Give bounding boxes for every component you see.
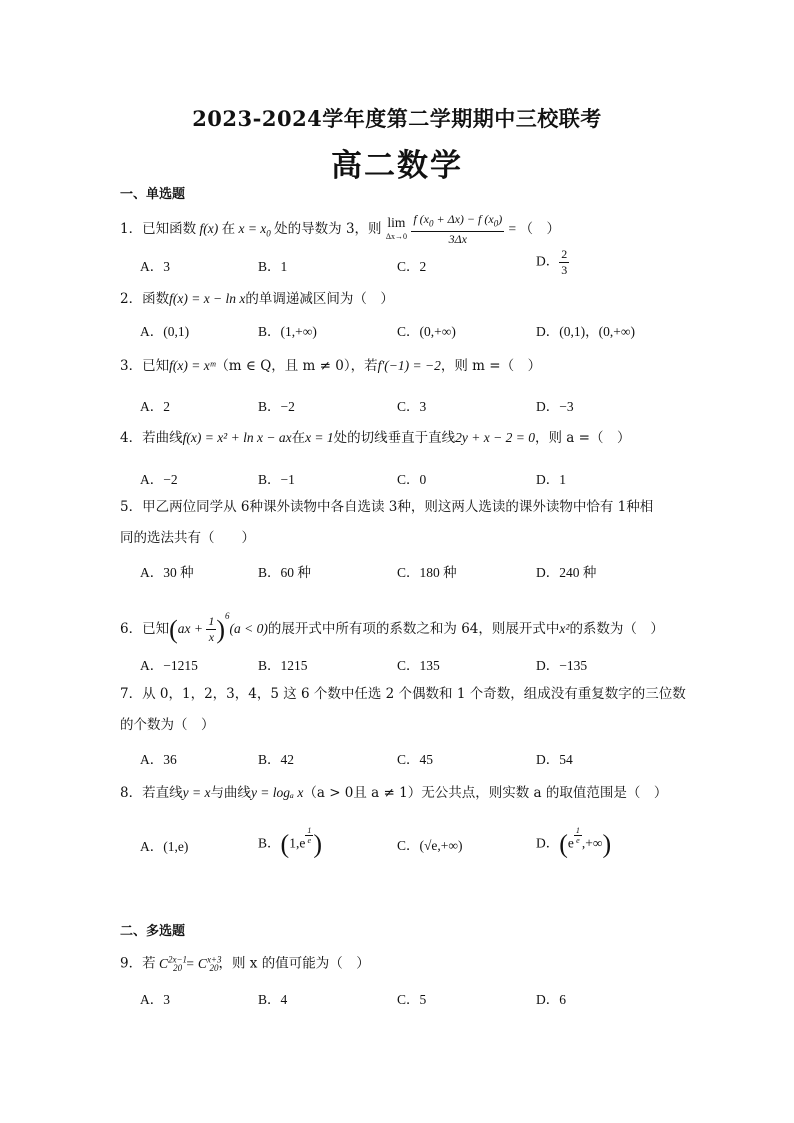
q1-text-pre: 已知函数: [142, 221, 197, 238]
q1-option-b[interactable]: B．1: [258, 259, 288, 274]
q2-option-b[interactable]: B．(1,+∞): [258, 324, 317, 339]
q3-option-c[interactable]: C．3: [397, 399, 427, 414]
q1-number: 1．: [120, 221, 143, 238]
q2-option-a[interactable]: A．(0,1): [140, 324, 190, 339]
q1-limit: lim Δx→0: [385, 214, 408, 241]
exam-title: 2023-2024学年度第二学期期中三校联考: [192, 106, 602, 131]
question-5-line2: 同的选法共有（ ）: [120, 530, 255, 546]
q6-option-d[interactable]: D．−135: [536, 658, 588, 673]
q7-option-c[interactable]: C．45: [397, 752, 434, 767]
exam-subject: 高二数学: [331, 148, 463, 184]
q7-option-d[interactable]: D．54: [536, 752, 573, 767]
q5-option-a[interactable]: A．30 种: [140, 565, 194, 580]
q2-option-d[interactable]: D．(0,1)，(0,+∞): [536, 324, 635, 339]
q9-option-c[interactable]: C．5: [397, 992, 427, 1007]
q1-option-a[interactable]: A．3: [140, 259, 170, 274]
question-9: 9．若 $C^{2x-1}_{20} = C^{x+3}_{20}$，则 x 的值可能为（ ）: [120, 954, 370, 974]
q4-option-a[interactable]: A．−2: [140, 472, 178, 487]
q1-paren: （ ）: [519, 221, 560, 238]
question-3: 3．已知f(x) = xᵐ（m ∈ Q，且 m ≠ 0），若f′(−1) = −2，则 m =（ ）: [120, 358, 542, 374]
section-multiple-choice: 二、多选题: [120, 924, 186, 939]
q1-fx: f(x): [196, 221, 222, 237]
q1-option-c[interactable]: C．2: [397, 259, 427, 274]
q9-option-b[interactable]: B．4: [258, 992, 288, 1007]
q1-x0: $x = x_0$: [235, 221, 271, 239]
q3-option-a[interactable]: A．2: [140, 399, 170, 414]
q4-option-b[interactable]: B．−1: [258, 472, 295, 487]
question-4: 4．若曲线f(x) = x² + ln x − ax在x = 1处的切线垂直于直线2y + x − 2 = 0，则 a =（ ）: [120, 430, 631, 446]
q6-option-c[interactable]: C．135: [397, 658, 440, 673]
question-1: 1．已知函数 f(x) 在 $x = x_0$ 处的导数为 3，则 lim Δx→0 $\frac{f (x_0 + \Delta x) - f (x_0)}{3\Delta x}$ = （ ）: [120, 212, 560, 247]
q9-combination: $C^{2x-1}_{20} = C^{x+3}_{20}$: [155, 954, 222, 974]
q4-option-d[interactable]: D．1: [536, 472, 566, 487]
section-single-choice: 一、单选题: [120, 187, 186, 202]
q3-option-b[interactable]: B．−2: [258, 399, 295, 414]
q1-option-d[interactable]: D． $\frac{2}{3}$: [536, 247, 568, 277]
q2-option-c[interactable]: C．(0,+∞): [397, 324, 456, 339]
question-8: 8．若直线y = x与曲线y = logₐ x（a > 0且 a ≠ 1）无公共点，则实数 a 的取值范围是（ ）: [120, 785, 668, 801]
q5-option-b[interactable]: B．60 种: [258, 565, 311, 580]
q5-option-d[interactable]: D．240 种: [536, 565, 597, 580]
q6-binomial: (ax + $\frac{1}{x}$ )$^6$: [169, 611, 230, 645]
q6-option-b[interactable]: B．1215: [258, 658, 308, 673]
q9-option-a[interactable]: A．3: [140, 992, 170, 1007]
q9-option-d[interactable]: D．6: [536, 992, 566, 1007]
q8-option-c[interactable]: C．(√e,+∞): [397, 838, 463, 853]
q7-option-b[interactable]: B．42: [258, 752, 295, 767]
question-6: 6．已知(ax + $\frac{1}{x}$ )$^6$(a < 0)的展开式中所有项的系数之和为 64，则展开式中x²的系数为（ ）: [120, 611, 664, 645]
q1-fraction: $\frac{f (x_0 + \Delta x) - f (x_0)}{3\Delta x}$: [413, 212, 503, 247]
q7-option-a[interactable]: A．36: [140, 752, 177, 767]
q2-expr: f(x) = x − ln x: [169, 291, 246, 306]
question-7: 7．从 0，1，2，3，4，5 这 6 个数中任选 2 个偶数和 1 个奇数，组成没有重复数字的三位数: [120, 686, 686, 702]
q1-text-mid2: 处的导数为 3，则: [274, 221, 382, 238]
q3-option-d[interactable]: D．−3: [536, 399, 574, 414]
q6-option-a[interactable]: A．−1215: [140, 658, 198, 673]
question-2: 2．函数f(x) = x − ln x的单调递减区间为（ ）: [120, 291, 394, 307]
q1-text-mid1: 在: [221, 221, 236, 238]
q5-option-c[interactable]: C．180 种: [397, 565, 457, 580]
question-5: 5．甲乙两位同学从 6种课外读物中各自选读 3种，则这两人选读的课外读物中恰有 1种相: [120, 499, 654, 515]
question-7-line2: 的个数为（ ）: [120, 717, 215, 733]
q8-option-d[interactable]: D．(e $^{\frac{1}{e}}$ ,+∞): [536, 826, 612, 859]
q8-option-b[interactable]: B．(1,e $^{\frac{1}{e}}$ ): [258, 826, 322, 859]
q8-option-a[interactable]: A．(1,e): [140, 839, 189, 854]
q4-option-c[interactable]: C．0: [397, 472, 427, 487]
